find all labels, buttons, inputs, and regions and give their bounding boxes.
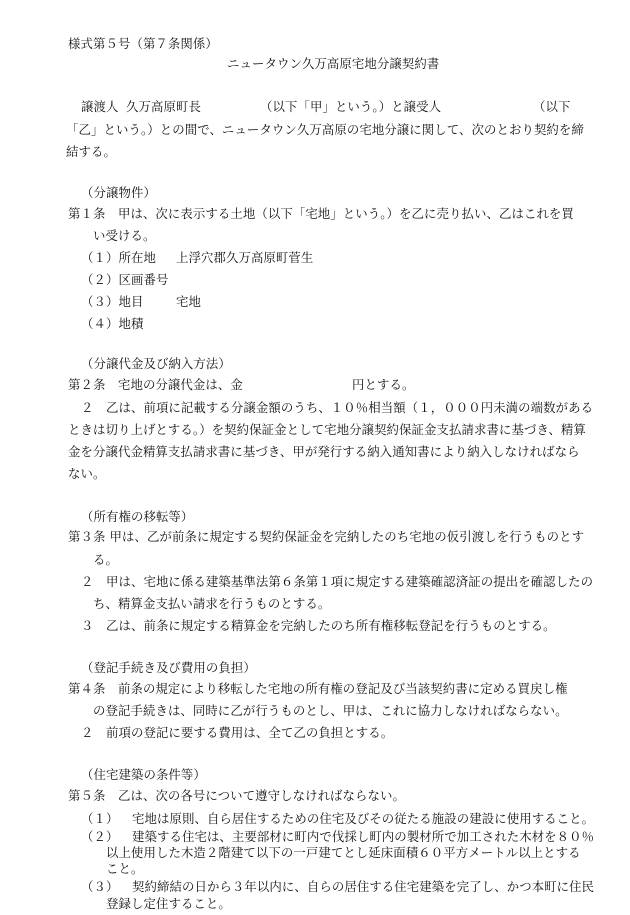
art2-line-1a: 第２条 宅地の分譲代金は、金 bbox=[68, 377, 243, 392]
art1-item-1-value: 上浮穴郡久万高原町菅生 bbox=[176, 250, 314, 265]
art3-line-2: る。 bbox=[93, 552, 118, 567]
intro-line-2: 「乙」という。）との間で、ニュータウン久万高原の宅地分譲に関して、次のとおり契約を締 bbox=[66, 122, 584, 137]
art2-p2-line-2: ときは切り上げとする。）を契約保証金として宅地分譲契約保証金支払請求書に基づき、精算 bbox=[68, 422, 586, 437]
art5-item-1-line-1: 宅地は原則、自ら居住するための住宅及びその従たる施設の建設に使用すること。 bbox=[132, 811, 595, 826]
art5-item-2-line-1: 建築する住宅は、主要部材に町内で伐採し町内の製材所で加工された木材を８０％ bbox=[132, 829, 595, 844]
art2-line-1b: 円とする。 bbox=[352, 377, 415, 392]
art1-item-1-num: （１）所在地 bbox=[81, 250, 156, 265]
art5-item-2-line-3: こと。 bbox=[106, 861, 144, 876]
form-label: 様式第５号（第７条関係） bbox=[68, 36, 218, 51]
art5-item-1-num: （１） bbox=[81, 811, 119, 826]
art1-heading: （分譲物件） bbox=[81, 185, 156, 200]
art5-item-3-line-1: 契約締結の日から３年以内に、自らの居住する住宅建築を完了し、かつ本町に住民 bbox=[132, 879, 595, 894]
art4-p2-line-1: ２ 前項の登記に要する費用は、全て乙の負担とする。 bbox=[81, 725, 394, 740]
art4-heading: （登記手続き及び費用の負担） bbox=[81, 660, 256, 675]
intro-buyer-suffix-start: （以下 bbox=[533, 99, 571, 114]
art3-p3-line-1: ３ 乙は、前条に規定する精算金を完納したのち所有権移転登記を行うものとする。 bbox=[81, 618, 556, 633]
art4-line-2: の登記手続きは、同時に乙が行うものとし、甲は、これに協力しなければならない。 bbox=[93, 703, 568, 718]
art1-line-2: い受ける。 bbox=[93, 228, 156, 243]
art5-item-3-num: （３） bbox=[81, 879, 119, 894]
art2-p2-line-3: 金を分譲代金精算支払請求書に基づき、甲が発行する納入通知書により納入しなければなら bbox=[68, 444, 580, 459]
intro-line-3: 結する。 bbox=[66, 144, 116, 159]
art3-heading: （所有権の移転等） bbox=[81, 509, 194, 524]
art2-heading: （分譲代金及び納入方法） bbox=[81, 356, 231, 371]
art1-item-3-value: 宅地 bbox=[176, 294, 201, 309]
art1-item-2-num: （２）区画番号 bbox=[81, 272, 169, 287]
document-title: ニュータウン久万高原宅地分譲契約書 bbox=[227, 56, 440, 71]
art3-p2-line-2: ち、精算金支払い請求を行うものとする。 bbox=[93, 596, 331, 611]
art3-line-1: 第３条 甲は、乙が前条に規定する契約保証金を完納したのち宅地の仮引渡しを行うものとす bbox=[68, 529, 585, 544]
art5-item-3-line-2: 登録し定住すること。 bbox=[106, 896, 231, 911]
art1-line-1: 第１条 甲は、次に表示する土地（以下「宅地」という。）を乙に売り払い、乙はこれを買 bbox=[68, 206, 574, 221]
intro-seller-label: 譲渡人 bbox=[81, 99, 119, 114]
intro-seller-name: 久万高原町長 bbox=[126, 99, 201, 114]
intro-seller-suffix: （以下「甲」という。）と譲受人 bbox=[260, 99, 442, 114]
art5-item-2-num: （２） bbox=[81, 829, 119, 844]
art4-line-1: 第４条 前条の規定により移転した宅地の所有権の登記及び当該契約書に定める買戻し権 bbox=[68, 681, 568, 696]
art2-p2-line-4: ない。 bbox=[68, 466, 106, 481]
art3-p2-line-1: ２ 甲は、宅地に係る建築基準法第６条第１項に規定する建築確認済証の提出を確認したの bbox=[81, 574, 594, 589]
art2-p2-line-1: ２ 乙は、前項に記載する分譲金額のうち、１０％相当額（１，０００円未満の端数がある bbox=[81, 400, 594, 415]
art1-item-4-num: （４）地積 bbox=[81, 316, 144, 331]
art1-item-3-num: （３）地目 bbox=[81, 294, 144, 309]
art5-line-1: 第５条 乙は、次の各号について遵守しなければならない。 bbox=[68, 788, 405, 803]
art5-item-2-line-2: 以上使用した木造２階建て以下の一戸建てとし延床面積６０平方メートル以上とする bbox=[106, 845, 581, 860]
art5-heading: （住宅建築の条件等） bbox=[81, 767, 206, 782]
